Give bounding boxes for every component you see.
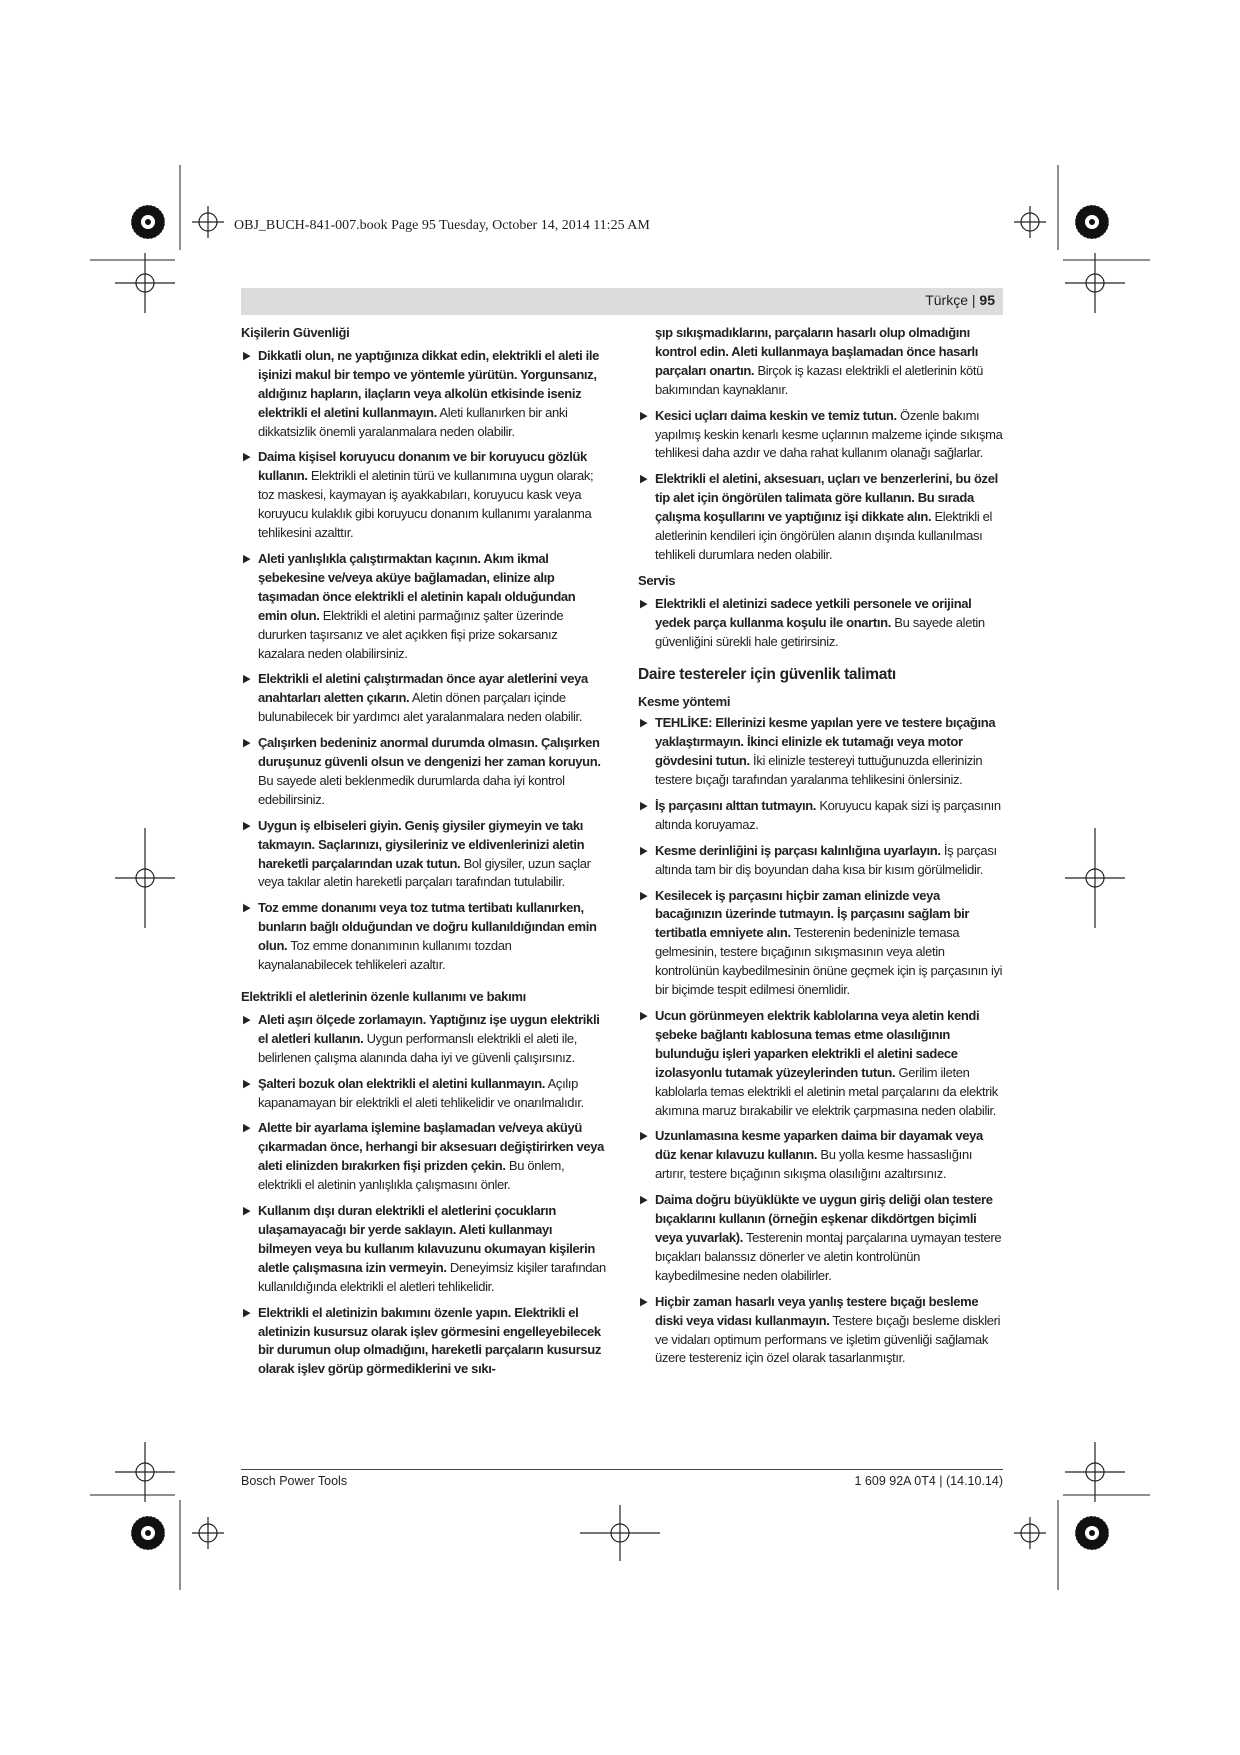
right-column (638, 324, 1003, 1375)
list-item: ▶ Kesme derinliğini iş parçası kalınlığına uyarlayın. İş parçası altında tam bir diş boyundan daha kısa bir kısım görülmelidir. (640, 842, 997, 877)
list-item: ▶ Daima kişisel koruyucu donanım ve bir koruyucu gözlük kullanın. Elektrikli el aletinin türü ve kullanımına uygun olarak; toz maskesi, kaymayan iş ayakkabıları, koruyucu kask veya koruyucu kulaklık gibi koruyucu donanım kullanımı yaralanma tehlikesini azalttır. (243, 449, 594, 541)
triangle-bullet-icon: ▶ (640, 799, 648, 812)
triangle-bullet-icon: ▶ (640, 889, 648, 902)
list-item: ▶ Elektrikli el aletinizin bakımını özenle yapın. Elektrikli el aletinizin kusursuz olarak işlev görmesini engelleyebilecek bir durumun olup olmadığını, hareketli parçaların kusursuz olarak işlev görüp görmediklerini ve sıkı- (243, 1304, 602, 1377)
triangle-bullet-icon: ▶ (640, 597, 648, 610)
list-item: ▶ Dikkatli olun, ne yaptığınıza dikkat edin, elektrikli el aleti ile işinizi makul bir tempo ve yöntemle yürütün. Yorgunsanız, aldığınız hapların, ilaçların veya alkolün etkisinde iseniz elektrikli el aletini kullanmayın. Aleti kullanırken bir anki dikkatsizlik önemli yaralanmalara neden olabilir. (243, 347, 600, 439)
list-item: ▶ Toz emme donanımı veya toz tutma tertibatı kullanırken, bunların bağlı olduğundan ve doğru kullanıldığından emin olun. Toz emme donanımının kullanımı tozdan kaynalanabilecek tehlikeleri azaltır. (243, 900, 597, 973)
triangle-bullet-icon: ▶ (640, 1194, 648, 1207)
section-title-service: Servis (638, 572, 676, 588)
list-item: ▶ Daima doğru büyüklükte ve uygun giriş deliği olan testere bıçaklarını kullanın (örneğin eşkenar dikdörtgen biçimli veya yuvarlak). Testerenin montaj parçalarına uymayan testere bıçakları balanssız dönerler ve aletin kontrolünün kaybedilmesine neden olabilirler. (640, 1192, 1002, 1283)
triangle-bullet-icon: ▶ (640, 1295, 648, 1308)
list-item: ▶ Kesici uçları daima keskin ve temiz tutun. Özenle bakımı yapılmış keskin kenarlı kesme uçlarının malzeme içinde sıkışma tehlikesi daha azdır ve daha rahat kullanım olanağı sağlarlar. (640, 407, 1003, 461)
header-text (925, 292, 995, 308)
left-column (241, 324, 606, 1386)
list-item: ▶ TEHLİKE: Ellerinizi kesme yapılan yere ve testere bıçağına yaklaştırmayın. İkinci elinizle ek tutamağı veya motor gövdesini tutun. İki elinizle testereyi tuttuğunuzda ellerinizin testere bıçağı tarafından yaralanma tehlikesini önlersiniz. (640, 715, 996, 788)
header-separator: | (971, 292, 976, 308)
triangle-bullet-icon: ▶ (243, 552, 251, 565)
list-item: ▶ Şalteri bozuk olan elektrikli el aletini kullanmayın. Açılıp kapanamayan bir elektrikli el aleti tehlikelidir ve onarılmalıdır. (243, 1075, 584, 1110)
triangle-bullet-icon: ▶ (640, 717, 648, 730)
heading-circular-saw-safety: Daire testereler için güvenlik talimatı (638, 665, 896, 683)
list-item: ▶ Ucun görünmeyen elektrik kablolarına veya aletin kendi şebeke bağlantı kablosuna temas etme olasılığının bulunduğu işleri yaparken elektrikli el aletini sadece izolasyonlu tutamak yüzeylerinden tutun. Gerilim ileten kablolarla temas elektrikli el aletinin metal parçalarını da elektrik akımına maruz bırakabilir ve elektrik çarpmasına neden olabilir. (640, 1008, 998, 1118)
triangle-bullet-icon: ▶ (243, 349, 251, 362)
list-item: ▶ Uzunlamasına kesme yaparken daima bir dayamak veya düz kenar kılavuzu kullanın. Bu yolla kesme hassaslığını artırır, testere bıçağının sıkışma olasılığını azaltırsınız. (640, 1128, 983, 1182)
triangle-bullet-icon: ▶ (640, 1010, 648, 1022)
list-item: ▶ Çalışırken bedeniniz anormal durumda olmasın. Çalışırken duruşunuz güvenli olsun ve dengenizi her zaman koruyun. Bu sayede aleti beklenmedik durumlarda daha iyi kontrol edebilirsiniz. (243, 735, 601, 807)
triangle-bullet-icon: ▶ (243, 1306, 251, 1319)
triangle-bullet-icon: ▶ (640, 473, 648, 486)
triangle-bullet-icon: ▶ (243, 1013, 251, 1026)
section-title-personal-safety: Kişilerin Güvenliği (241, 325, 350, 340)
print-slug: OBJ_BUCH-841-007.book Page 95 Tuesday, October 14, 2014 11:25 AM (234, 218, 650, 233)
page-header (241, 288, 1003, 315)
footer-publisher: Bosch Power Tools (241, 1474, 348, 1488)
triangle-bullet-icon: ▶ (640, 844, 648, 857)
list-item: ▶ Hiçbir zaman hasarlı veya yanlış testere bıçağı besleme diski veya vidası kullanmayın. Testere bıçağı besleme diskleri ve vidaları optimum performans ve işletim güvenliği sağlamak üzere testereniz için özel olarak tasarlanmıştır. (640, 1293, 1001, 1366)
list-item: ▶ Elektrikli el aletinizi sadece yetkili personele ve orijinal yedek parça kullanma koşulu ile onartın. Bu sayede aletin güvenliğini sürekli hale getirirsiniz. (640, 595, 985, 649)
list-item: ▶ Elektrikli el aletini, aksesuarı, uçları ve benzerlerini, bu özel tip alet için öngörülen talimata göre kullanın. Bu sırada çalışma koşullarını ve yaptığınız işi dikkate alın. Elektrikli el aletlerinin kendileri için öngörülen alanın dışında kullanılması tehlikeli durumlara neden olabilir. (640, 471, 998, 562)
triangle-bullet-icon: ▶ (243, 673, 251, 686)
list-item: ▶ Aleti aşırı ölçede zorlamayın. Yaptığınız işe uygun elektrikli el aletleri kullanın. Uygun performanslı elektrikli el aleti ile, belirlenen çalışma alanında daha iyi ve güvenli çalışırsınız. (243, 1011, 600, 1065)
triangle-bullet-icon: ▶ (243, 819, 251, 832)
section-title-tool-care: Elektrikli el aletlerinin özenle kullanımı ve bakımı (241, 989, 526, 1004)
triangle-bullet-icon: ▶ (243, 451, 251, 464)
list-item: ▶ Kullanım dışı duran elektrikli el aletlerini çocukların ulaşamayacağı bir yerde saklayın. Aleti kullanmayı bilmeyen veya bu kullanım kılavuzunu okumayan kişilerin aletle çalışmasına izin vermeyin. Deneyimsiz kişiler tarafından kullanıldığında elektrikli el aletleri tehlikelidir. (243, 1203, 606, 1294)
list-item: ▶ İş parçasını alttan tutmayın. Koruyucu kapak sizi iş parçasının altında koruyamaz. (640, 797, 1001, 832)
list-item: ▶ Uygun iş elbiseleri giyin. Geniş giysiler giymeyin ve takı takmayın. Saçlarınızı, giysileriniz ve eldivenlerinizi aletin hareketli parçalarından uzak tutun. Bol giysiler, uzun saçlar veya takılar aletin hareketli parçaları tarafından tutulabilir. (243, 817, 591, 890)
header-language: Türkçe (925, 292, 968, 308)
page-number: 95 (979, 292, 995, 308)
triangle-bullet-icon: ▶ (243, 1205, 251, 1218)
subheading-cutting-procedure: Kesme yöntemi (638, 694, 731, 710)
list-item: ▶ Kesilecek iş parçasını hiçbir zaman elinizde veya bacağınızın üzerinde tutmayın. İş parçasını sağlam bir tertibatla emniyete alın. Testerenin bedeninizle temasa gelmesinin, testere bıçağının sıkışmasının veya aletin kontrolünün kaybedilmesinin önüne geçmek için iş parçasının iyi bir biçimde tespit edilmesi önemlidir. (640, 887, 1003, 998)
footer-rule (241, 1469, 1003, 1470)
list-item: ▶ Alette bir ayarlama işlemine başlamadan ve/veya aküyü çıkarmadan önce, herhangi bir aksesuarı değiştirirken veya aleti elinizden bırakırken fişi prizden çekin. Bu önlem, elektrikli el aletinin yanlışlıkla çalışmasını önler. (243, 1120, 605, 1193)
triangle-bullet-icon: ▶ (243, 1122, 251, 1135)
list-item: ▶ Elektrikli el aletini çalıştırmadan önce ayar aletlerini veya anahtarları aletten çıkarın. Aletin dönen parçaları içinde bulunabilecek bir yardımcı alet yaralanmalara neden olabilir. (243, 671, 588, 725)
triangle-bullet-icon: ▶ (640, 1130, 648, 1143)
triangle-bullet-icon: ▶ (243, 1077, 251, 1090)
list-item: ▶ Aleti yanlışlıkla çalıştırmaktan kaçının. Akım ikmal şebekesine ve/veya aküye bağlamadan, elinize alıp taşımadan önce elektrikli el aletinin kapalı olduğundan emin olun. Elektrikli el aletini parmağınız şalter üzerinde dururken taşırsanız ve alet açıkken fişi prize sokarsanız kazalara neden olabilirsiniz. (243, 550, 576, 661)
triangle-bullet-icon: ▶ (243, 737, 251, 750)
triangle-bullet-icon: ▶ (640, 409, 648, 422)
list-item-continued: şıp sıkışmadıklarını, parçaların hasarlı olup olmadığını kontrol edin. Aleti kullanmaya başlamadan önce hasarlı parçaları onartın. Birçok iş kazası elektrikli el aletlerinin kötü bakımından kaynaklanır. (655, 325, 984, 397)
footer-document-code: 1 609 92A 0T4 | (14.10.14) (854, 1474, 1003, 1488)
triangle-bullet-icon: ▶ (243, 902, 251, 915)
